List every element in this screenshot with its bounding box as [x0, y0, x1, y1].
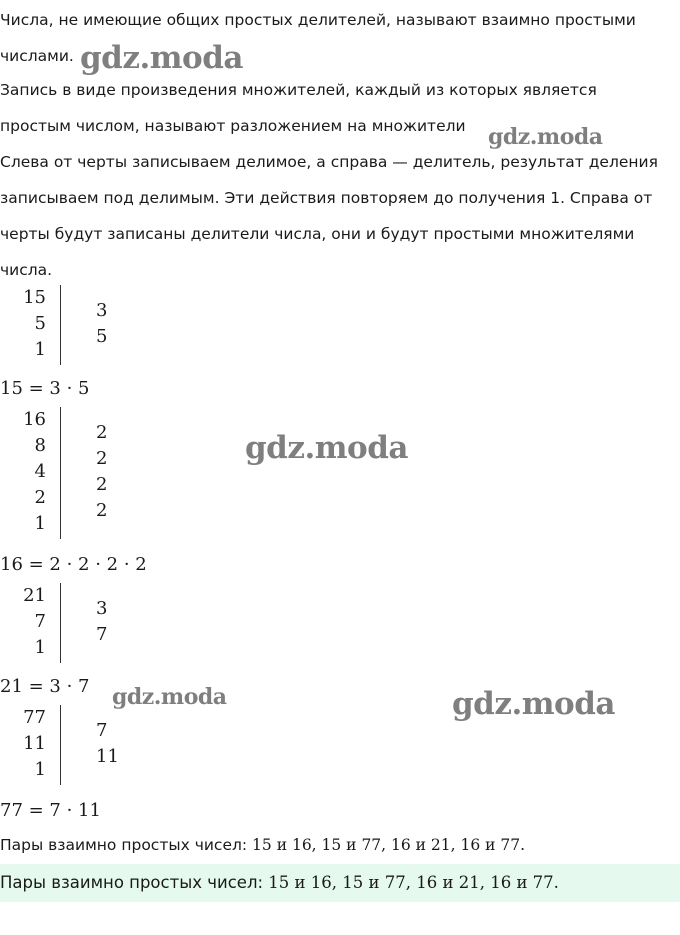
- division-line: [60, 583, 61, 663]
- divisor: 11: [96, 746, 119, 767]
- answer-highlight-box: [0, 864, 680, 902]
- dividend: 16: [23, 409, 46, 430]
- theory-method-line2: записываем под делимым. Эти действия повторяем до получения 1. Справа от: [0, 189, 653, 207]
- divisor: 2: [96, 474, 108, 495]
- dividend: 15: [23, 287, 46, 308]
- divisor: 7: [96, 720, 108, 741]
- divisor: 5: [96, 326, 108, 347]
- dividend: 1: [34, 339, 46, 360]
- factorization-result: 77 = 7 · 11: [0, 800, 101, 821]
- factorization-result: 15 = 3 · 5: [0, 378, 90, 399]
- dividend: 5: [34, 313, 46, 334]
- theory-factorization-line1: Запись в виде произведения множителей, каждый из которых является: [0, 81, 597, 99]
- division-line: [60, 285, 61, 365]
- divisor: 3: [96, 300, 108, 321]
- dividend: 11: [23, 733, 46, 754]
- watermark-logo: gdz.moda: [488, 124, 603, 150]
- watermark-logo: gdz.moda: [245, 430, 408, 466]
- dividend: 2: [34, 487, 46, 508]
- dividend: 1: [34, 637, 46, 658]
- dividend: 21: [23, 585, 46, 606]
- watermark-logo: gdz.moda: [80, 40, 243, 76]
- factorization-result: 16 = 2 · 2 · 2 · 2: [0, 554, 147, 575]
- dividend: 8: [34, 435, 46, 456]
- dividend: 7: [34, 611, 46, 632]
- watermark-logo: gdz.moda: [112, 684, 227, 710]
- answer-text: [0, 836, 525, 854]
- theory-method-line3: черты будут записаны делители числа, они и будут простыми множителями: [0, 225, 635, 243]
- dividend: 1: [34, 759, 46, 780]
- divisor: 2: [96, 422, 108, 443]
- divisor: 7: [96, 624, 108, 645]
- divisor: 3: [96, 598, 108, 619]
- theory-factorization-line2: простым числом, называют разложением на множители: [0, 117, 466, 135]
- answer-pairs: 15 и 16, 15 и 77, 16 и 21, 16 и 77.: [252, 836, 526, 854]
- theory-method-line4: числа.: [0, 261, 53, 279]
- division-line: [60, 407, 61, 539]
- theory-coprime-line1: Числа, не имеющие общих простых делителей, называют взаимно простыми: [0, 11, 636, 29]
- answer-pairs: 15 и 16, 15 и 77, 16 и 21, 16 и 77.: [268, 873, 559, 892]
- dividend: 4: [34, 461, 46, 482]
- theory-coprime-line2: числами.: [0, 47, 74, 65]
- factorization-result: 21 = 3 · 7: [0, 676, 90, 697]
- answer-label: Пары взаимно простых чисел:: [0, 836, 253, 854]
- division-line: [60, 705, 61, 785]
- dividend: 77: [23, 707, 46, 728]
- theory-method-line1: Слева от черты записываем делимое, а справа — делитель, результат деления: [0, 153, 658, 171]
- watermark-logo: gdz.moda: [452, 686, 615, 722]
- dividend: 1: [34, 513, 46, 534]
- answer-label: Пары взаимно простых чисел:: [0, 873, 269, 892]
- divisor: 2: [96, 500, 108, 521]
- divisor: 2: [96, 448, 108, 469]
